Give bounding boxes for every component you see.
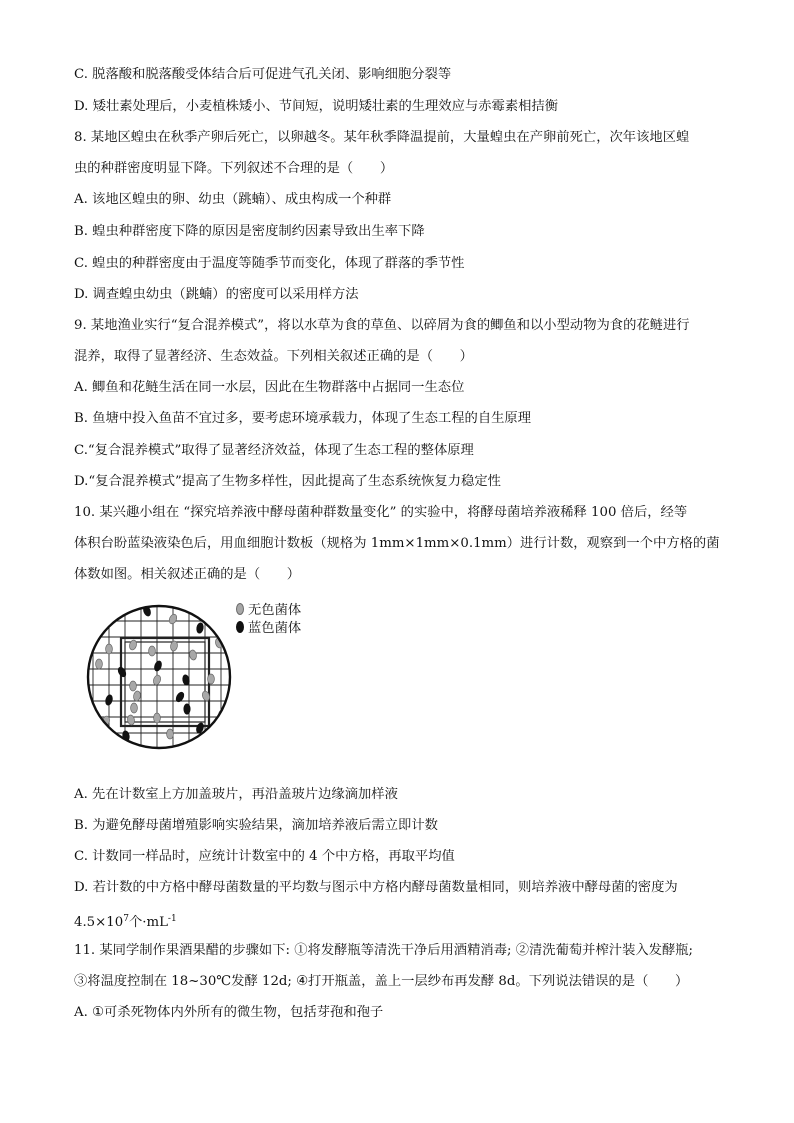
colorless-cell bbox=[189, 649, 197, 660]
option-8d: D. 调查蝗虫幼虫（跳蝻）的密度可以采用样方法 bbox=[74, 287, 359, 302]
option-10b: B. 为避免酵母菌增殖影响实验结果，滴加培养液后需立即计数 bbox=[74, 818, 438, 833]
colorless-cell bbox=[149, 646, 156, 656]
colorless-cell bbox=[208, 674, 215, 684]
blue-stained-cell bbox=[153, 660, 163, 672]
question-8-stem-2: 虫的种群密度明显下降。下列叙述不合理的是（ ） bbox=[74, 161, 394, 176]
option-8a: A. 该地区蝗虫的卵、幼虫（跳蝻）、成虫构成一个种群 bbox=[74, 192, 392, 207]
option-8b: B. 蝗虫种群密度下降的原因是密度制约因素导致出生率下降 bbox=[74, 224, 425, 239]
hemocytometer-diagram bbox=[74, 600, 254, 750]
legend-dead-cells: 蓝色菌体 bbox=[236, 620, 301, 638]
option-10c: C. 计数同一样品时，应统计计数室中的 4 个中方格，再取平均值 bbox=[74, 849, 455, 864]
colorless-cell bbox=[130, 681, 137, 691]
option-7d: D. 矮壮素处理后，小麦植株矮小、节间短，说明矮壮素的生理效应与赤霉素相拮衡 bbox=[74, 99, 559, 114]
colorless-cell bbox=[133, 690, 141, 701]
option-10d-density: $4.5\times 10^7$个$\cdot mL^{-1}$ bbox=[74, 914, 177, 930]
colorless-cell bbox=[167, 729, 174, 739]
question-10-stem-3: 体数如图。相关叙述正确的是（ ） bbox=[74, 567, 301, 582]
option-9d: D.“复合混养模式”提高了生物多样性，因此提高了生态系统恢复力稳定性 bbox=[74, 474, 501, 489]
option-9b: B. 鱼塘中投入鱼苗不宜过多，要考虑环境承载力，体现了生态工程的自生原理 bbox=[74, 411, 532, 426]
colorless-cell bbox=[127, 714, 135, 725]
option-8c: C. 蝗虫的种群密度由于温度等随季节而变化，体现了群落的季节性 bbox=[74, 256, 465, 271]
hemocytometer-figure bbox=[74, 600, 334, 750]
option-10a: A. 先在计数室上方加盖玻片，再沿盖玻片边缘滴加样液 bbox=[74, 787, 398, 802]
colorless-cell bbox=[154, 713, 161, 723]
question-10-stem-1: 10. 某兴趣小组在 “探究培养液中酵母菌种群数量变化” 的实验中，将酵母菌培养液稀释 100 倍后，经等 bbox=[74, 505, 688, 520]
option-9c: C.“复合混养模式”取得了显著经济效益，体现了生态工程的整体原理 bbox=[74, 443, 474, 458]
colorless-cell bbox=[128, 639, 137, 650]
blue-stained-cell bbox=[184, 704, 190, 714]
blue-stained-cell bbox=[117, 666, 128, 678]
option-7c: C. 脱落酸和脱落酸受体结合后可促进气孔关闭、影响细胞分裂等 bbox=[74, 67, 452, 82]
question-9-stem-2: 混养，取得了显著经济、生态效益。下列相关叙述正确的是（ ） bbox=[74, 349, 473, 364]
question-11-stem-1: 11. 某同学制作果酒果醋的步骤如下: ①将发酵瓶等清洗干净后用酒精消毒; ②清洗葡萄并榨汁装入发酵瓶; bbox=[74, 943, 694, 958]
question-11-stem-2: ③将温度控制在 18~30℃发酵 12d; ④打开瓶盖，盖上一层纱布再发酵 8d。下列说法错误的是（ ） bbox=[74, 974, 689, 989]
legend-live-cells: 无色菌体 bbox=[236, 602, 301, 620]
colorless-cell bbox=[131, 703, 138, 713]
colorless-cell-icon bbox=[236, 603, 244, 615]
colorless-cell bbox=[152, 674, 162, 686]
option-11a: A. ①可杀死物体内外所有的微生物，包括芽孢和孢子 bbox=[74, 1005, 384, 1020]
option-10d: D. 若计数的中方格中酵母菌数量的平均数与图示中方格内酵母菌数量相同，则培养液中酵母菌的密度为 bbox=[74, 880, 678, 895]
colorless-cell bbox=[96, 659, 103, 669]
question-9-stem-1: 9. 某地渔业实行“复合混养模式”，将以水草为食的草鱼、以碎屑为食的鲫鱼和以小型动物为食的花鲢进行 bbox=[74, 318, 690, 333]
blue-cell-icon bbox=[236, 621, 244, 633]
colorless-cell bbox=[81, 688, 88, 698]
colorless-cell bbox=[106, 644, 113, 654]
colorless-cell bbox=[168, 613, 178, 625]
question-8-stem-1: 8. 某地区蝗虫在秋季产卵后死亡，以卵越冬。某年秋季降温提前，大量蝗虫在产卵前死亡，次年该地区蝗 bbox=[74, 130, 690, 145]
question-10-stem-2: 体积台盼蓝染液染色后，用血细胞计数板（规格为 1mm×1mm×0.1mm）进行计数，观察到一个中方格的菌 bbox=[74, 536, 720, 551]
blue-stained-cell bbox=[105, 694, 114, 706]
option-9a: A. 鲫鱼和花鲢生活在同一水层，因此在生物群落中占据同一生态位 bbox=[74, 380, 465, 395]
blue-stained-cell bbox=[196, 622, 204, 633]
